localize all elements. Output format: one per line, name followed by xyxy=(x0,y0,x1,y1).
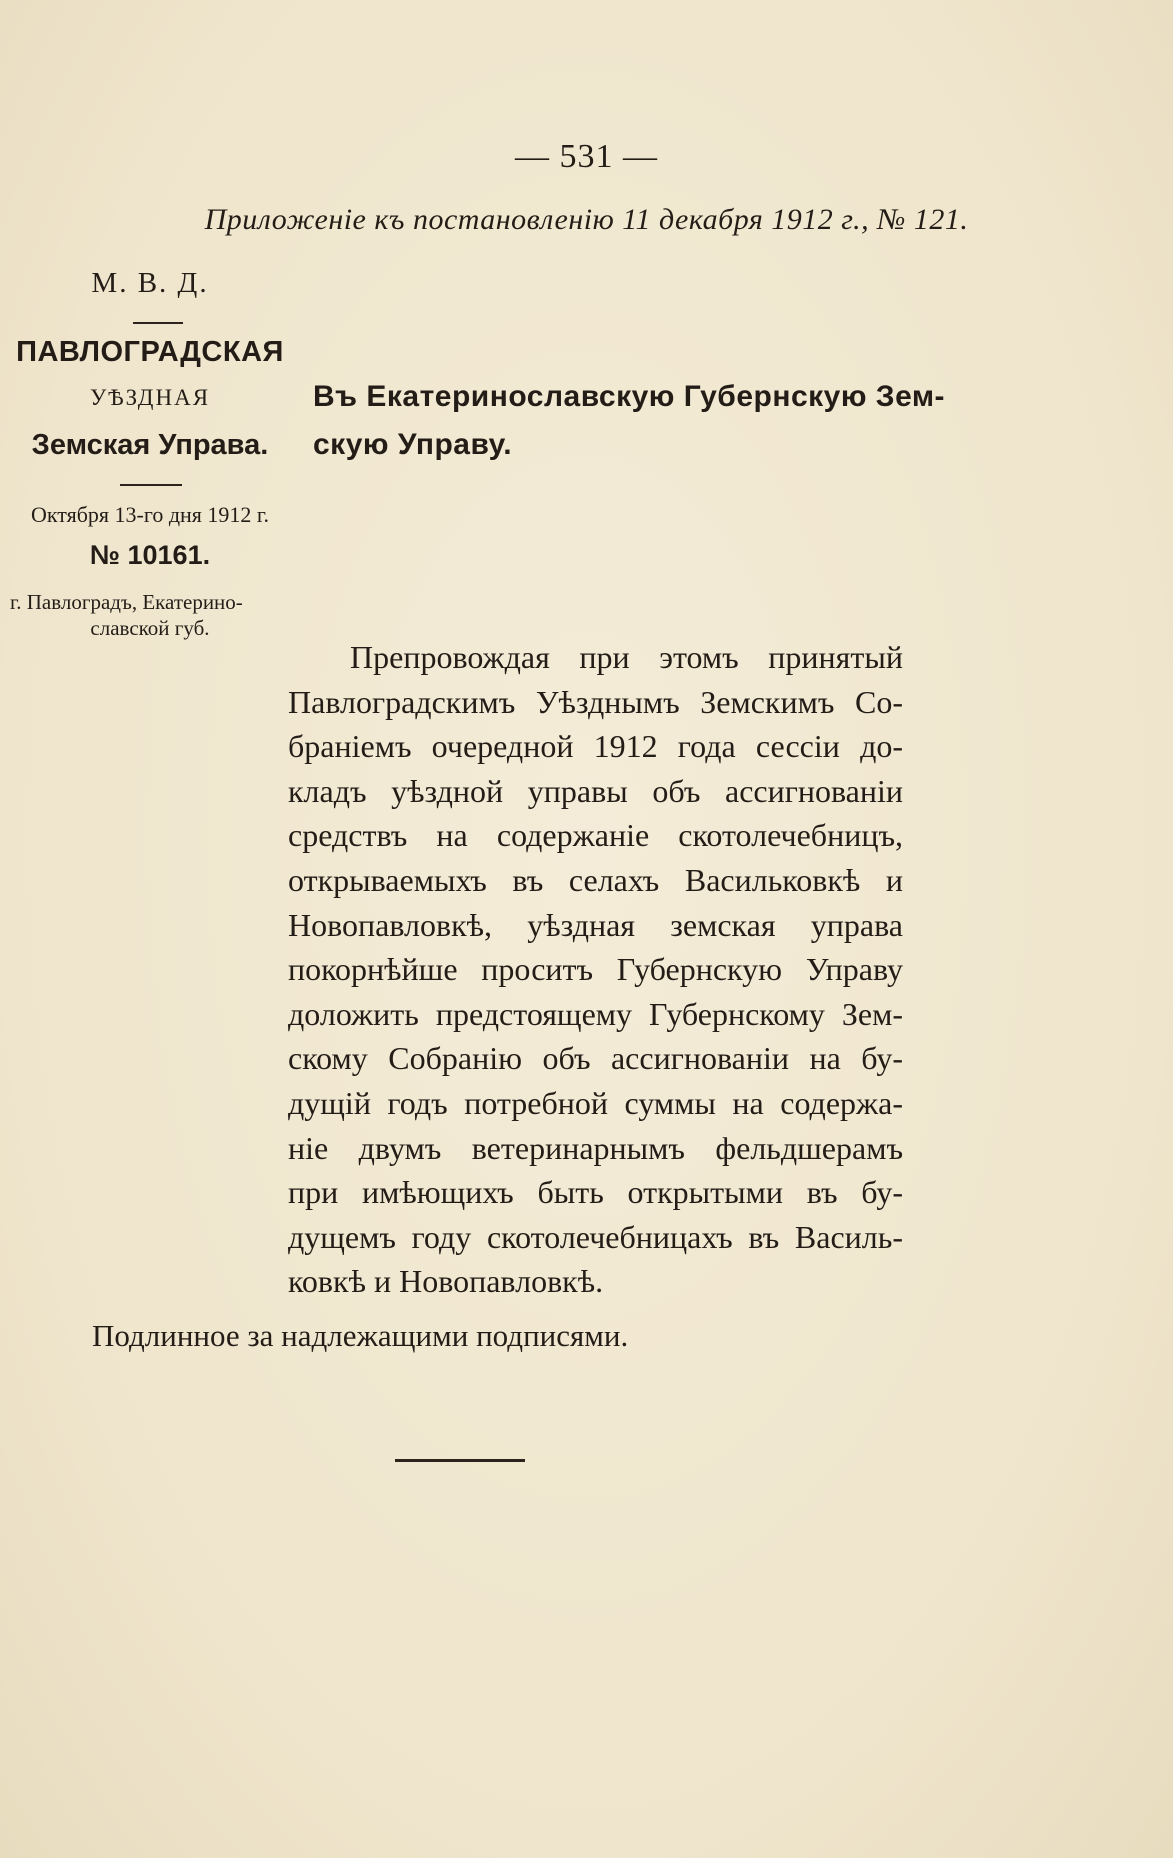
body-line: ковкѣ и Новопавловкѣ. xyxy=(288,1263,604,1300)
end-rule xyxy=(395,1459,525,1462)
letter-body xyxy=(288,635,903,1304)
office-subtitle: УѢЗДНАЯ xyxy=(89,385,211,410)
body-line: кладъ уѣздной управы объ ассигнованiи xyxy=(288,772,903,809)
body-line: при имѣющихъ быть открытыми въ бу- xyxy=(288,1174,903,1211)
body-line: средствъ на содержанiе скотолечебницъ, xyxy=(288,817,903,854)
body-line: бранiемъ очередной 1912 года сессiи до- xyxy=(288,728,903,765)
office-title: ПАВЛОГРАДСКАЯ xyxy=(16,336,284,368)
addressee-line-1: Въ Екатеринославскую Губернскую Зем- xyxy=(313,380,946,413)
document-number: № 10161. xyxy=(89,540,211,570)
addressee-line-2: скую Управу. xyxy=(313,428,513,461)
body-line: доложить предстоящему Губернскому Зем- xyxy=(288,995,903,1032)
ministry-abbreviation: М. В. Д. xyxy=(91,267,209,299)
office-name: Земская Управа. xyxy=(31,429,269,461)
divider-rule xyxy=(133,322,183,324)
body-line: Новопавловкѣ, уѣздная земская управа xyxy=(288,906,903,943)
body-line: скому Собранiю объ ассигнованiи на бу- xyxy=(288,1040,903,1077)
place-line-2: славской губ. xyxy=(90,616,210,640)
body-line: Павлоградскимъ Уѣзднымъ Земскимъ Со- xyxy=(288,683,903,720)
page-number: — 531 — xyxy=(515,138,658,175)
body-line: дущiй годъ потребной суммы на содержа- xyxy=(288,1084,903,1121)
body-line: открываемыхъ въ селахъ Васильковкѣ и xyxy=(288,861,903,898)
body-line: Препровождая при этомъ принятый xyxy=(350,639,903,675)
divider-rule xyxy=(120,484,182,486)
document-date: Октября 13-го дня 1912 г. xyxy=(31,502,269,527)
body-line: дущемъ году скотолечебницахъ въ Василь- xyxy=(288,1218,903,1255)
body-line: нiе двумъ ветеринарнымъ фельдшерамъ xyxy=(288,1129,903,1166)
appendix-heading: Приложенiе къ постановленiю 11 декабря 1912 г., № 121. xyxy=(204,203,969,236)
place-line-1: г. Павлоградъ, Екатерино- xyxy=(10,590,243,614)
body-line: покорнѣйше проситъ Губернскую Управу xyxy=(288,951,903,988)
closing-note: Подлинное за надлежащими подписями. xyxy=(92,1318,629,1353)
